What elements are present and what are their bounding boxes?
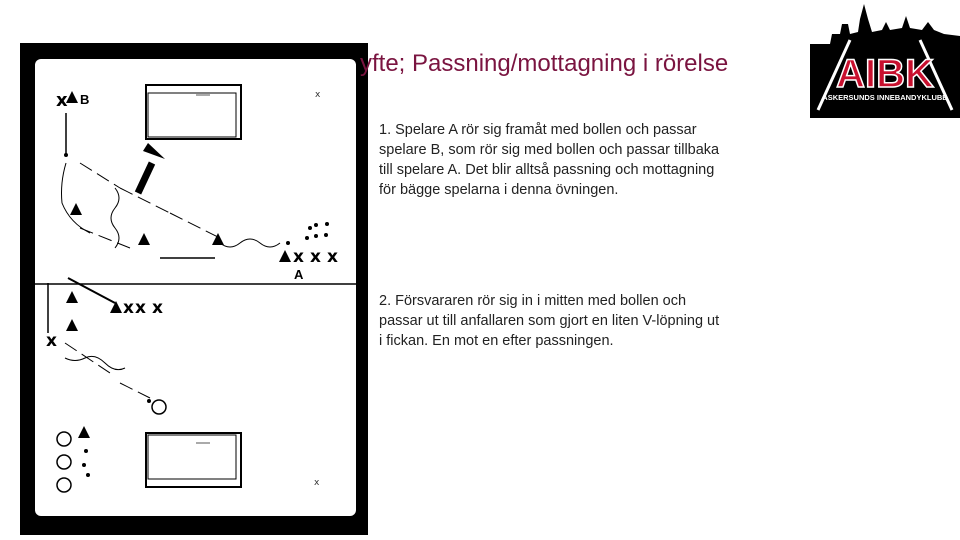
- logo-letters: AIBK: [836, 52, 934, 96]
- defender-marker: x: [135, 298, 146, 318]
- defender-marker: x: [310, 247, 321, 267]
- logo-tagline: ASKERSUNDS INNEBANDYKLUBB: [822, 93, 948, 102]
- faceoff-mark: x: [315, 90, 321, 100]
- player-label-a: A: [294, 267, 304, 282]
- defender-marker: x: [123, 298, 134, 318]
- rink-drawing: [20, 43, 368, 535]
- defender-marker: x: [152, 298, 163, 318]
- player-label-b: B: [80, 92, 90, 107]
- description-paragraph-2: 2. Försvararen rör sig in i mitten med bollen och passar ut till anfallaren som gjort en liten V-löpning ut i fickan. En mot en efter passningen.: [379, 293, 720, 349]
- defender-marker: x: [46, 331, 57, 351]
- drill-diagram: [20, 43, 368, 535]
- defender-marker: x: [327, 247, 338, 267]
- logo-emblem: [810, 4, 960, 118]
- defender-marker: x: [56, 90, 68, 111]
- description-paragraph-1: 1. Spelare A rör sig framåt med bollen och passar spelare B, som rör sig med bollen och passar tillbaka till spelare A. Det blir alltså passning och mottagning för bägge spelarna i denna övningen.: [379, 122, 720, 198]
- slide-title: yfte; Passning/mottagning i rörelse: [360, 50, 729, 77]
- rink-surface: [35, 59, 356, 516]
- faceoff-mark: x: [314, 478, 320, 488]
- defender-marker: x: [293, 247, 304, 267]
- club-logo: [810, 4, 960, 118]
